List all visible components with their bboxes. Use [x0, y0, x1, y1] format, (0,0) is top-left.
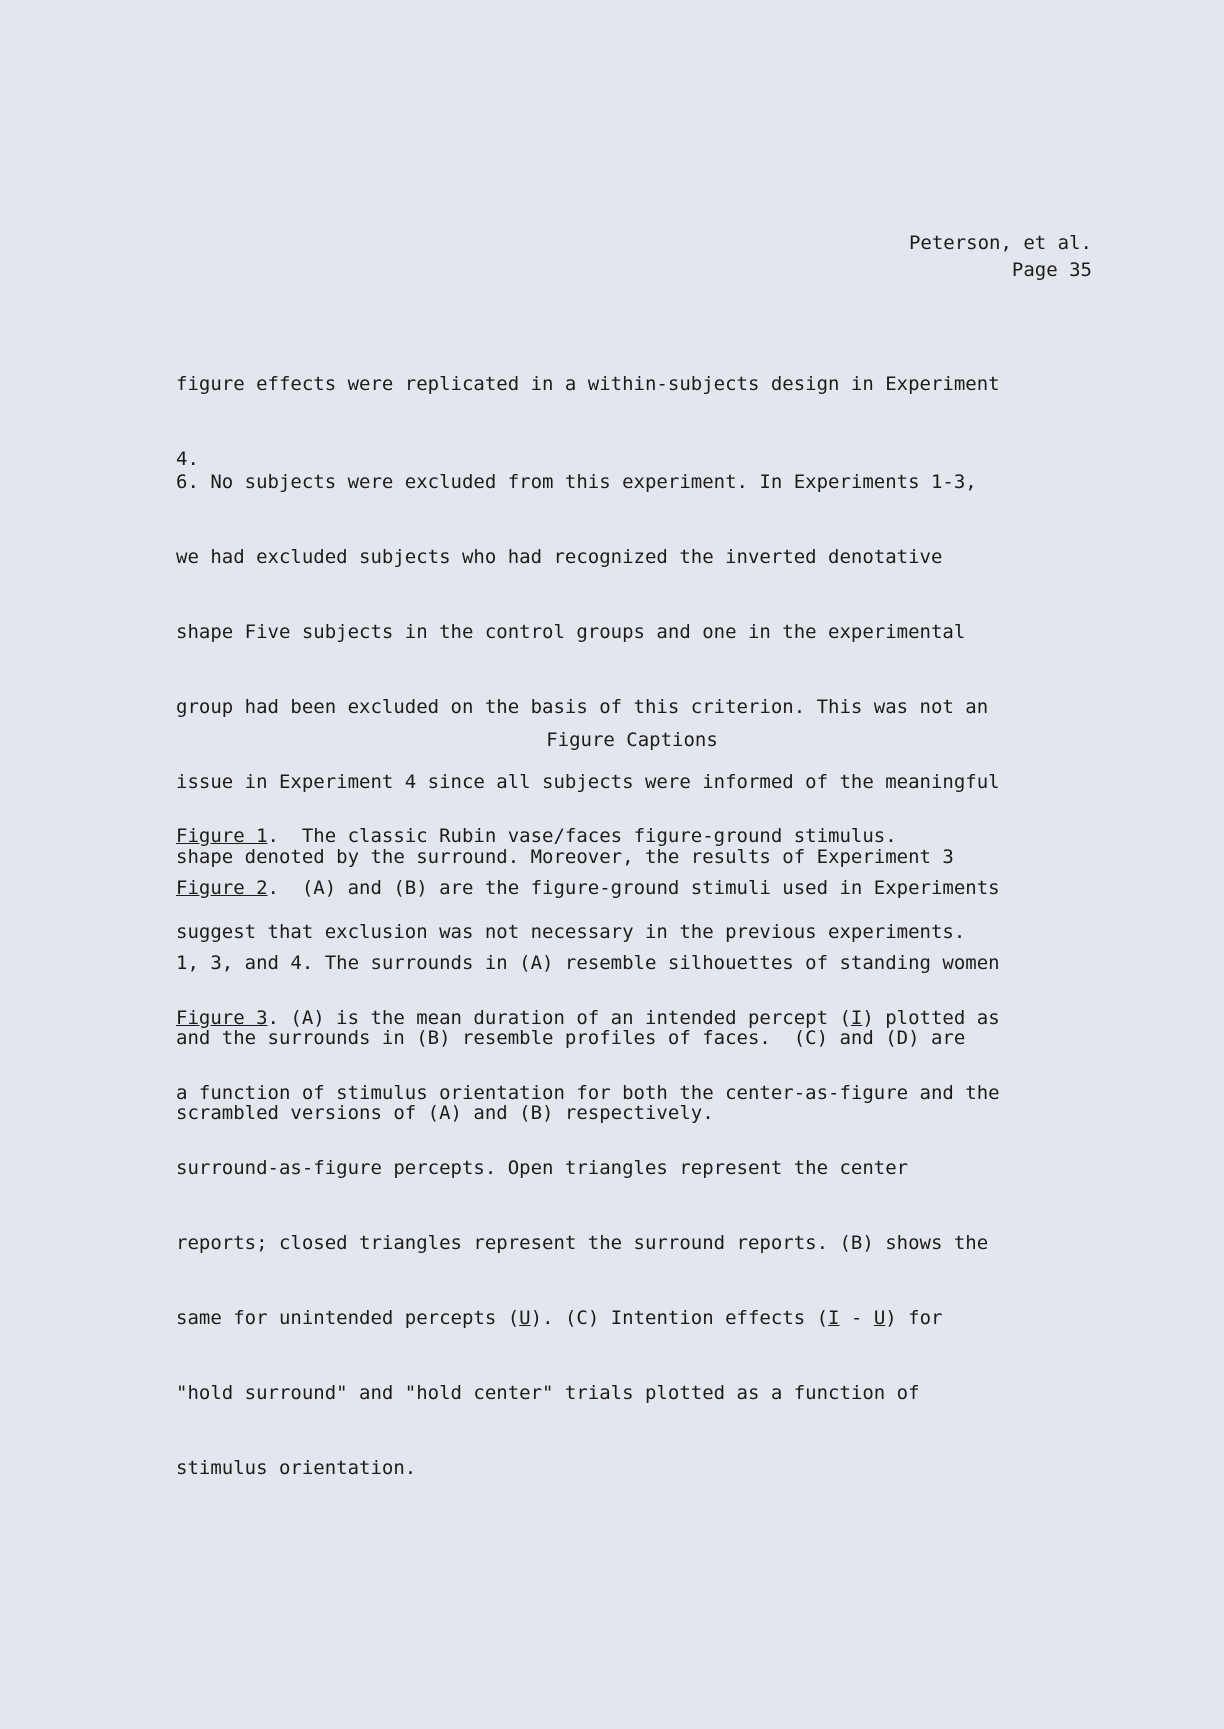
figure-2-text: . (A) and (B) are the figure-ground stimuli used in Experiments: [267, 877, 1000, 899]
figure-1-text: . The classic Rubin vase/faces figure-ground stimulus.: [267, 825, 897, 847]
text-line: surround-as-figure percepts. Open triangles represent the center: [176, 1157, 909, 1179]
figure-3-text: -: [839, 1307, 874, 1329]
figure-2-label: Figure 2: [176, 877, 268, 899]
figure-3-text: ) for: [885, 1307, 943, 1329]
text-line: shape denoted by the surround. Moreover, the results of Experiment 3: [176, 846, 954, 868]
text-line: figure effects were replicated in a within-subjects design in Experiment: [176, 373, 1000, 395]
text-line: reports; closed triangles represent the surround reports. (B) shows the: [176, 1232, 989, 1254]
text-line: we had excluded subjects who had recognized the inverted denotative: [176, 546, 943, 568]
text-line: 6. No subjects were excluded from this experiment. In Experiments 1-3,: [176, 471, 977, 493]
intended-symbol: I: [850, 1007, 863, 1029]
figure-3-text: . (A) is the mean duration of an intended percept (: [267, 1007, 851, 1029]
text-line: suggest that exclusion was not necessary in the previous experiments.: [176, 921, 966, 943]
figure-3-text: same for unintended percepts (: [176, 1307, 520, 1329]
text-line: a function of stimulus orientation for both the center-as-figure and the: [176, 1082, 1000, 1104]
text-line: stimulus orientation.: [176, 1457, 417, 1479]
text-line: 1, 3, and 4. The surrounds in (A) resemble silhouettes of standing women: [176, 952, 1000, 974]
figure-3-text: ). (C) Intention effects (: [530, 1307, 829, 1329]
text-line: "hold surround" and "hold center" trials plotted as a function of: [176, 1382, 920, 1404]
figure-captions-heading: Figure Captions: [546, 729, 718, 751]
running-head: [909, 230, 1092, 284]
unintended-symbol: U: [519, 1307, 531, 1329]
text-line: and the surrounds in (B) resemble profiles of faces. (C) and (D) are: [176, 1027, 966, 1049]
author-header: Peterson, et al.: [908, 232, 1092, 254]
text-line: issue in Experiment 4 since all subjects were informed of the meaningful: [176, 771, 1000, 793]
text-line: scrambled versions of (A) and (B) respectively.: [176, 1102, 714, 1124]
text-line: shape Five subjects in the control groups and one in the experimental: [176, 621, 966, 643]
figure-3-caption: [176, 956, 1096, 1531]
figure-3-text: ) plotted as: [862, 1007, 1000, 1029]
text-line: group had been excluded on the basis of this criterion. This was not an: [176, 696, 989, 718]
intended-symbol: I: [828, 1307, 840, 1329]
figure-3-label: Figure 3: [176, 1007, 268, 1029]
unintended-symbol: U: [873, 1307, 886, 1329]
page-number: Page 35: [1011, 259, 1092, 281]
figure-1-label: Figure 1: [176, 825, 268, 847]
text-line: 4.: [176, 448, 199, 470]
